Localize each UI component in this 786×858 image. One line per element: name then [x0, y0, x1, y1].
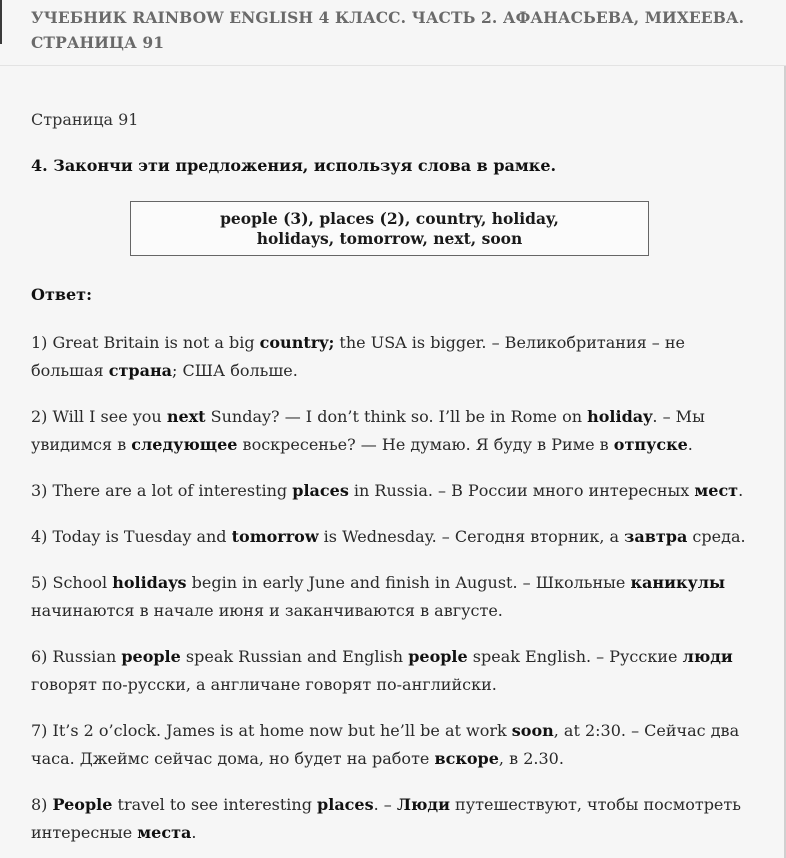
answer-text: Sunday? — I don’t think so. I’ll be in Rome on: [205, 407, 588, 426]
page-title: УЧЕБНИК RAINBOW ENGLISH 4 КЛАСС. ЧАСТЬ 2. АФАНАСЬЕВА, МИХЕЕВА. СТРАНИЦА 91: [31, 8, 745, 52]
word-box-line-2: holidays, tomorrow, next, soon: [256, 228, 523, 248]
answer-text: the USA is bigger. – Великобритания – не большая: [31, 333, 686, 380]
answer-keyword: soon: [511, 721, 554, 740]
answer-item: [31, 329, 761, 385]
answer-text: begin in early June and finish in August. – Школьные: [186, 573, 631, 592]
answer-text: .: [687, 435, 693, 454]
answer-text: , at 2:30. – Сейчас два часа. Джеймс сейчас дома, но будет на работе: [31, 721, 740, 768]
answer-keyword: следующее: [131, 435, 238, 454]
answer-text: 6) Russian: [31, 647, 122, 666]
answer-text: . – Мы увидимся в: [31, 407, 705, 454]
word-box: [130, 201, 649, 256]
answer-item: [31, 643, 761, 699]
answer-text: travel to see interesting: [112, 795, 318, 814]
answer-keyword: holidays: [112, 573, 187, 592]
answer-text: путешествуют, чтобы посмотреть интересные: [31, 795, 741, 842]
answer-keyword: люди: [682, 647, 733, 666]
answer-keyword: страна: [108, 361, 173, 380]
task-heading: 4. Закончи эти предложения, используя слова в рамке.: [31, 156, 557, 175]
page-header: [0, 0, 786, 66]
answer-item: [31, 403, 761, 459]
answer-text: 2) Will I see you: [31, 407, 167, 426]
answer-keyword: завтра: [624, 527, 688, 546]
answer-text: 3) There are a lot of interesting: [31, 481, 293, 500]
answer-text: .: [191, 823, 197, 842]
answer-text: 7) It’s 2 o’clock. James is at home now but he’ll be at work: [31, 721, 512, 740]
header-accent-bar: [0, 0, 2, 44]
answer-text: 1) Great Britain is not a big: [31, 333, 260, 352]
answer-text: . –: [373, 795, 397, 814]
answer-text: speak Russian and English: [180, 647, 409, 666]
answer-keyword: holiday: [587, 407, 653, 426]
answer-text: среда.: [687, 527, 746, 546]
answer-keyword: Люди: [396, 795, 450, 814]
page-number-label: Страница 91: [31, 110, 139, 129]
answer-text: 8): [31, 795, 53, 814]
answer-keyword: места: [137, 823, 192, 842]
answer-list: [31, 329, 761, 847]
answer-keyword: вскоре: [434, 749, 499, 768]
word-box-line-1: people (3), places (2), country, holiday,: [220, 209, 559, 228]
article-content: [31, 108, 761, 858]
answer-keyword: каникулы: [630, 573, 726, 592]
answer-text: ; США больше.: [172, 361, 298, 380]
answer-text: говорят по-русски, а англичане говорят по-английски.: [31, 675, 497, 694]
answer-keyword: country;: [259, 333, 335, 352]
answer-item: [31, 717, 761, 773]
answer-text: , в 2.30.: [498, 749, 564, 768]
answer-text: 5) School: [31, 573, 113, 592]
answer-item: [31, 523, 761, 551]
answer-item: [31, 791, 761, 847]
answer-text: начинаются в начале июня и заканчиваются в августе.: [31, 601, 503, 620]
answer-keyword: отпуске: [613, 435, 688, 454]
answer-item: [31, 477, 761, 505]
answer-text: in Russia. – В России много интересных: [348, 481, 695, 500]
answer-keyword: people: [408, 647, 468, 666]
answer-keyword: places: [317, 795, 374, 814]
answer-keyword: мест: [694, 481, 739, 500]
answer-text: воскресенье? — Не думаю. Я буду в Риме в: [237, 435, 614, 454]
answer-label: Ответ:: [31, 285, 92, 304]
answer-text: speak English. – Русские: [467, 647, 683, 666]
answer-text: 4) Today is Tuesday and: [31, 527, 232, 546]
answer-keyword: people: [121, 647, 181, 666]
answer-keyword: People: [52, 795, 113, 814]
answer-text: .: [738, 481, 744, 500]
answer-keyword: places: [292, 481, 349, 500]
answer-keyword: next: [166, 407, 206, 426]
answer-item: [31, 569, 761, 625]
answer-keyword: tomorrow: [231, 527, 319, 546]
answer-text: is Wednesday. – Сегодня вторник, а: [318, 527, 625, 546]
